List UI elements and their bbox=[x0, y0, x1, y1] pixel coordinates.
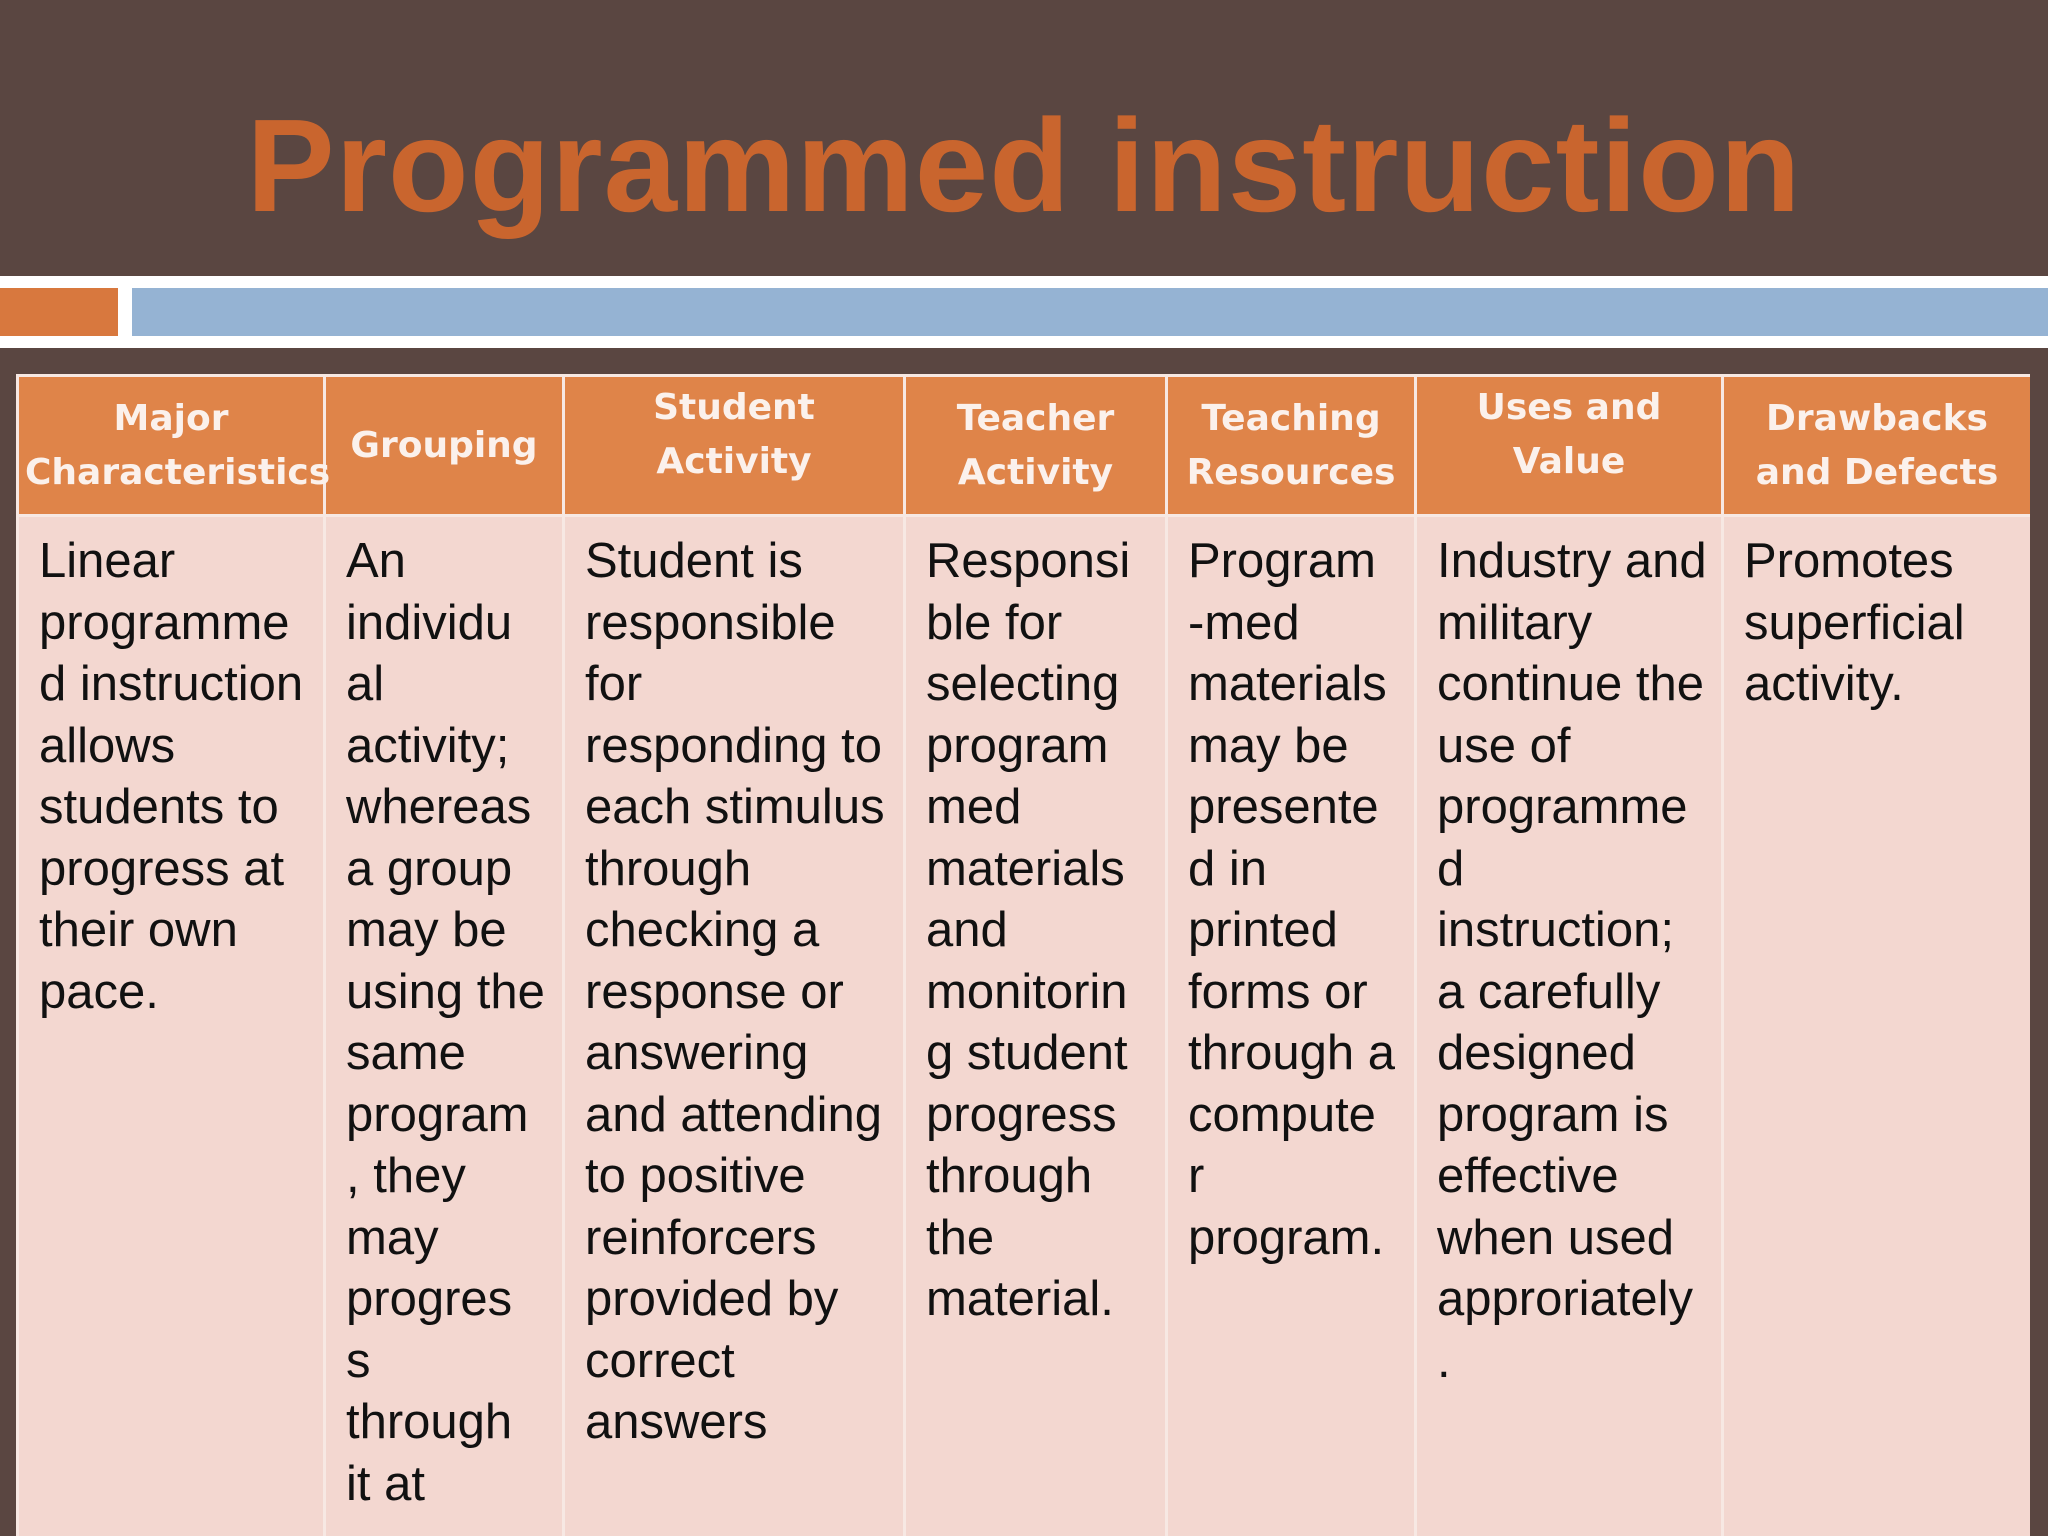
header-major-characteristics: Major Characteristics bbox=[18, 376, 325, 516]
cell-text: Promotes superficial activity. bbox=[1744, 534, 1965, 711]
cell-text: Responsi ble for selecting program med materials and monitorin g student progress through the material. bbox=[926, 534, 1131, 1326]
header-uses-and-value: Uses and Value bbox=[1416, 376, 1723, 516]
header-drawbacks-and-defects: Drawbacks and Defects bbox=[1723, 376, 2031, 516]
comparison-table bbox=[16, 374, 2030, 1536]
cell-text: Program -med materials may be presente d in printed forms or through a compute r program. bbox=[1188, 534, 1396, 1265]
cell-text: Linear programme d instruction allows students to progress at their own pace. bbox=[39, 534, 304, 1019]
cell-uses-and-value bbox=[1416, 516, 1723, 1536]
cell-text: Industry and military continue the use of programme d instruction; a carefully designed program is effective when used approriately . bbox=[1437, 534, 1707, 1388]
accent-bar-orange bbox=[0, 288, 118, 336]
cell-drawbacks-and-defects bbox=[1723, 516, 2031, 1536]
comparison-table-wrapper bbox=[16, 374, 2030, 1536]
cell-teaching-resources bbox=[1167, 516, 1416, 1536]
cell-student-activity bbox=[564, 516, 905, 1536]
cell-major-characteristics bbox=[18, 516, 325, 1536]
table-header-row bbox=[18, 376, 2031, 516]
header-student-activity: Student Activity bbox=[564, 376, 905, 516]
header-teaching-resources: Teaching Resources bbox=[1167, 376, 1416, 516]
cell-teacher-activity bbox=[905, 516, 1167, 1536]
accent-bar-blue bbox=[132, 288, 2048, 336]
slide-title: Programmed instruction bbox=[246, 92, 1802, 239]
cell-text: An individu al activity; whereas a group may be using the same program , they may progres s through it at bbox=[346, 534, 545, 1511]
header-grouping: Grouping bbox=[325, 376, 564, 516]
header-teacher-activity: Teacher Activity bbox=[905, 376, 1167, 516]
cell-grouping bbox=[325, 516, 564, 1536]
table-row bbox=[18, 516, 2031, 1536]
cell-text: Student is responsible for responding to each stimulus through checking a response or answering and attending to positive reinforcers provided by correct answers bbox=[585, 534, 885, 1449]
